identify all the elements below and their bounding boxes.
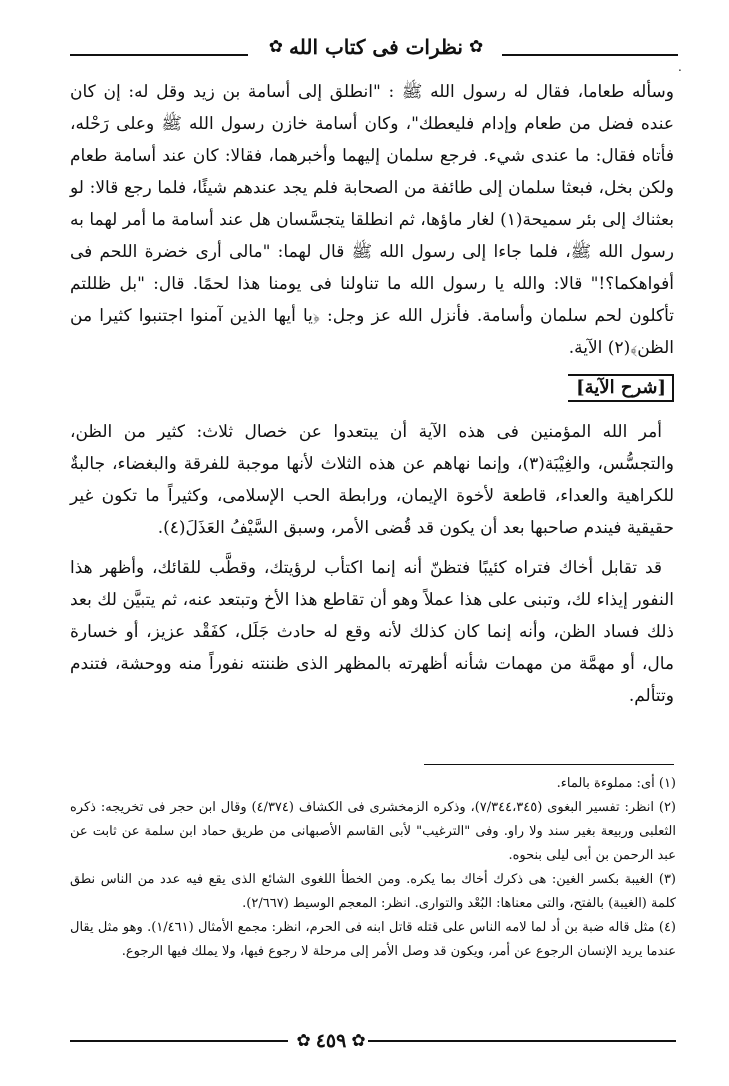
- paragraph-example: قد تقابل أخاك فتراه كئيبًا فتظنّ أنه إنما اكتأب لرؤيتك، وقطَّب للقائك، وأظهر هذا النفور إيذاء لك، وتبنى على هذا عملاً وهو أن تقاطع هذا الأخ وتبتعد عنه، ثم يتبيَّن لك بعد ذلك فساد الظن، وأنه إنما كان كذلك لأنه وقع له حادث جَلَل، كفَقْد عزيز، أو خسارة مال، أو مهمَّة من مهمات شأنه أظهرته بالمظهر الذى ظننته نفوراً منه ووحشة، فتندم وتتألم.: [70, 558, 674, 706]
- footnote-2: (٢) انظر: تفسير البغوى (٧/٣٤٤،٣٤٥)، وذكره الزمخشرى فى الكشاف (٤/٣٧٤) وقال ابن حجر فى تخريجه: ذكره الثعلبى وربيعة بغير سند ولا راو. وفى "الترغيب" لأبى القاسم الأصبهانى من طريق حماد ابن سلمة عن ثابت عن عبد الرحمن بن أبى ليلى بنحوه.: [70, 800, 676, 863]
- footnote-separator: [424, 764, 674, 765]
- footnotes: [70, 772, 676, 964]
- page-footer: [70, 1026, 676, 1056]
- page-number: ٤٥٩: [315, 1030, 347, 1052]
- flower-ornament-icon: ✿: [296, 1030, 311, 1051]
- running-header: [70, 30, 682, 74]
- header-rule-left: [70, 54, 248, 56]
- footnote-4: (٤) مثل قاله ضبة بن أد لما لامه الناس على قتله قاتل ابنه فى الحرم، انظر: مجمع الأمثال (١/٤٦١). وهو مثل يقال عندما يريد الإنسان الرجوع عن أمر، ويكون قد وصل الأمر إلى مرحلة لا رجوع فيها، ولا يملك فيها الرجوع.: [70, 920, 676, 959]
- section-heading: [70, 372, 674, 404]
- flower-ornament-icon: ✿: [351, 1030, 366, 1051]
- footer-rule-left: [70, 1040, 288, 1042]
- header-title-group: [250, 32, 502, 62]
- section-heading-label: [شرح الآية]: [568, 374, 674, 402]
- page-number-group: [296, 1026, 366, 1056]
- footnote-3: (٣) الغيبة بكسر الغين: هى ذكرك أخاك بما يكره. ومن الخطأ اللغوى الشائع الذى يقع فيه عدد من الناس نطق كلمة (الغيبة) بالفتح، والتى معناها: البُعْد والتوارى. انظر: المعجم الوسيط (٢/٦٦٧).: [70, 872, 676, 911]
- header-rule-right: [502, 54, 678, 56]
- footer-rule-right: [368, 1040, 676, 1042]
- flower-ornament-icon: ✿: [268, 36, 284, 57]
- paragraph-explanation: أمر الله المؤمنين فى هذه الآية أن يبتعدوا عن خصال ثلاث: كثير من الظن، والتجسُّس، والغِيْبَة(٣)، وإنما نهاهم عن هذه الثلاث لأنها موجبة للفرقة والبغضاء، جالبةٌ للكراهية والعداء، قاطعة لأخوة الإيمان، ورابطة الحب الإسلامى، وكثيراً ما تكون غير حقيقية فيندم صاحبها بعد أن يكون قد قُضى الأمر، وسبق السَّيْفُ العَذَلَ(٤).: [70, 422, 675, 538]
- running-title: نظرات فى كتاب الله: [289, 35, 463, 59]
- header-dot: .: [678, 60, 682, 74]
- paragraph-hadith: وسأله طعاما، فقال له رسول الله ﷺ : "انطلق إلى أسامة بن زيد وقل له: إن كان عنده فضل من طعام وإدام فليعطك"، وكان أسامة خازن رسول الله ﷺ وعلى رَحْله، فأتاه فقال: ما عندى شيء. فرجع سلمان إليهما وأخبرهما، فقالا: كان عند أسامة طعام ولكن بخل، فبعثا سلمان إلى طائفة من الصحابة فلم يجد عندهم شيئًا، فلما رجع قالا: لو بعثناك إلى بئر سميحة(١) لغار ماؤها، ثم انطلقا يتجسَّسان هل عند أسامة ما أمر لهما به رسول الله ﷺ، فلما جاءا إلى رسول الله ﷺ قال لهما: "مالى أرى خضرة اللحم فى أفواهكما؟!" قالا: والله يا رسول الله ما تناولنا فى يومنا هذا لحمًا. قال: "بل ظللتم تأكلون لحم سلمان وأسامة. فأنزل الله عز وجل: ﴿يا أيها الذين آمنوا اجتنبوا كثيرا من الظن﴾(٢) الآية.: [70, 82, 674, 358]
- main-text: [70, 76, 674, 712]
- flower-ornament-icon: ✿: [469, 36, 484, 57]
- footnote-1: (١) أى: مملوءة بالماء.: [556, 776, 676, 791]
